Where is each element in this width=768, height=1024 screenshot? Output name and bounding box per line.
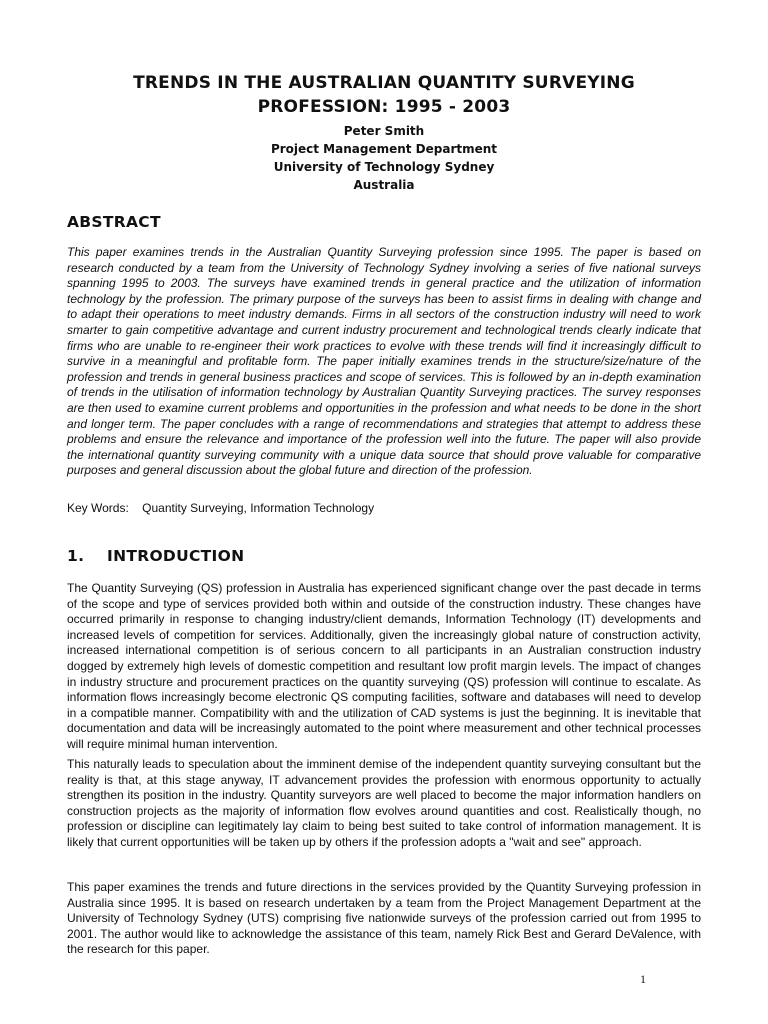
section-title: INTRODUCTION [107, 547, 245, 565]
author-department: Project Management Department [270, 142, 498, 156]
author-name: Peter Smith [343, 124, 425, 138]
keywords-label: Key Words: [67, 501, 129, 515]
introduction-heading [67, 546, 244, 566]
keywords-value: Quantity Surveying, Information Technology [142, 501, 375, 515]
author-university: University of Technology Sydney [273, 160, 495, 174]
intro-paragraph-3: This paper examines the trends and future directions in the services provided by the Quantity Surveying profession in Australia since 1995. It is based on research undertaken by a team from the Project Management Department at the University of Technology Sydney (UTS) comprising five nationwide surveys of the profession carried out from 1995 to 2001. The author would like to acknowledge the assistance of this team, namely Rick Best and Gerard DeValence, with the research for this paper. [67, 880, 701, 957]
paper-title-line-1: TRENDS IN THE AUSTRALIAN QUANTITY SURVEYING [133, 73, 635, 93]
author-country: Australia [353, 178, 415, 192]
keywords-line [67, 500, 701, 516]
intro-paragraph-1: The Quantity Surveying (QS) profession in Australia has experienced significant change over the past decade in terms of the scope and type of services provided both within and outside of the construction industry. These changes have occurred primarily in response to changing industry/client demands, Information Technology (IT) developments and increased levels of competition for services. Additionally, given the increasingly global nature of construction activity, increased international competition is of serious concern to all participants in an Australian construction industry dogged by extremely high levels of domestic competition and resultant low profit margin levels. The impact of changes in industry structure and procurement practices on the quantity surveying (QS) profession will continue to escalate. As information flows increasingly become electronic QS computing facilities, software and databases will need to develop in a compatible manner. Compatibility with and the utilization of CAD systems is just the beginning. It is inevitable that documentation and data will be increasingly automated to the point where measurement and other technical processes will require minimal human intervention. [67, 581, 701, 751]
abstract-text: This paper examines trends in the Australian Quantity Surveying profession since 1995. The paper is based on research conducted by a team from the University of Technology Sydney involving a series of five national surveys spanning 1995 to 2003. The surveys have examined trends in general practice and the utilization of information technology by the profession. The primary purpose of the surveys has been to assist firms in dealing with change and to adapt their operations to meet industry demands. Firms in all sectors of the construction industry will need to work smarter to gain competitive advantage and current industry procurement and technological trends clearly indicate that firms who are unable to re-engineer their work practices to evolve with these trends will find it increasingly difficult to survive in a meaningful and profitable form. The paper initially examines trends in the structure/size/nature of the profession and trends in general business practices and scope of services. This is followed by an in-depth examination of trends in the utilisation of information technology by Australian Quantity Surveying practices. The survey responses are then used to examine current problems and opportunities in the profession and what needs to be done in the short and longer term. The paper concludes with a range of recommendations and strategies that attempt to address these problems and ensure the relevance and importance of the profession well into the future. The paper will also provide the international quantity surveying community with a unique data source that should prove valuable for comparative purposes and general discussion about the global future and direction of the profession. [67, 245, 701, 478]
abstract-heading: ABSTRACT [67, 213, 161, 231]
section-number: 1. [67, 547, 85, 565]
intro-paragraph-2: This naturally leads to speculation about the imminent demise of the independent quantity surveying consultant but the reality is that, at this stage anyway, IT advancement provides the profession with enormous opportunity to actually strengthen its position in the industry. Quantity surveyors are well placed to become the major information handlers on construction projects as the majority of information flow evolves around quantities and cost. Realistically though, no profession or discipline can legitimately lay claim to being best suited to take control of information management. It is likely that current opportunities will be taken up by others if the profession adopts a "wait and see" approach. [67, 757, 701, 849]
page-number: 1 [640, 972, 646, 986]
paper-title-line-2: PROFESSION: 1995 - 2003 [257, 97, 511, 117]
